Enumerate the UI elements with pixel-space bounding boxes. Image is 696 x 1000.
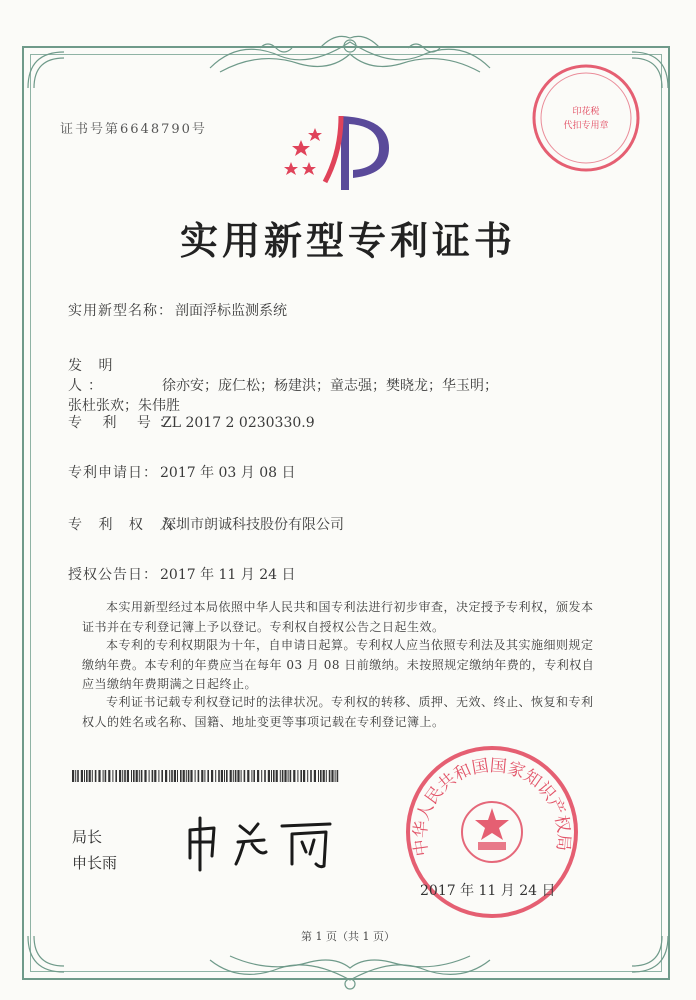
body-paragraph-1: 本实用新型经过本局依照中华人民共和国专利法进行初步审查，决定授予专利权，颁发本证书并在专利登记簿上予以登记。专利权自授权公告之日起生效。 (82, 600, 594, 634)
filing-date-value: 2017 年 03 月 08 日 (160, 465, 296, 481)
body-paragraph-3: 专利证书记载专利权登记时的法律状况。专利权的转移、质押、无效、终止、恢复和专利权人的姓名或名称、国籍、地址变更等事项记载在专利登记簿上。 (82, 695, 594, 729)
patent-number-field (68, 412, 315, 432)
agent-seal (530, 62, 642, 174)
svg-text:代扣专用章: 代扣专用章 (563, 121, 609, 131)
grant-date-value: 2017 年 11 月 24 日 (160, 567, 296, 583)
svg-text:印花税: 印花税 (572, 107, 600, 117)
patent-holder-value: 深圳市朗诚科技股份有限公司 (162, 517, 344, 533)
patent-number-value: ZL 2017 2 0230330.9 (162, 415, 315, 431)
patent-holder-field (68, 514, 344, 534)
grant-date-label: 授权公告日： (68, 567, 158, 583)
certificate-title: 实用新型专利证书 (179, 218, 516, 263)
utility-model-name-value: 剖面浮标监测系统 (175, 303, 287, 319)
utility-model-name-label: 实用新型名称： (68, 303, 173, 319)
body-paragraph-2: 本专利的专利权期限为十年，自申请日起算。专利权人应当依照专利法及其实施细则规定缴纳年费。本专利的年费应当在每年 03 月 08 日前缴纳。未按照规定缴纳年费的，专利权自应当缴纳年费期满之日起终止。 (82, 638, 595, 691)
inventor-field (68, 356, 498, 416)
filing-date-label: 专利申请日： (68, 465, 158, 481)
patent-holder-label: 专 利 权 人： (68, 517, 200, 533)
signatory-name: 申长雨 (72, 854, 118, 872)
national-seal-text: 中华人民共和国国家知识产权局 (410, 755, 574, 858)
patent-office-logo (283, 112, 413, 194)
utility-model-name-field (68, 300, 287, 320)
inventor-label: 发 明 人： (68, 358, 119, 394)
certificate-number: 证书号第6648790号 (60, 122, 207, 137)
inventor-value: 徐亦安；庞仁松；杨建洪；童志强；樊晓龙；华玉明；张杜张欢；朱伟胜 (68, 378, 498, 414)
page-number: 第 1 页（共 1 页） (301, 930, 395, 943)
filing-date-field (68, 462, 296, 482)
issue-date: 2017 年 11 月 24 日 (420, 883, 556, 899)
handwritten-signature (180, 812, 340, 874)
patent-number-label: 专 利 号： (68, 415, 181, 431)
bottom-ornament (200, 950, 500, 994)
signatory-role: 局长 (72, 828, 103, 846)
grant-date-field (68, 564, 296, 584)
top-ornament (200, 28, 500, 84)
barcode (72, 770, 340, 782)
corner-ornament-top-left (24, 48, 70, 94)
